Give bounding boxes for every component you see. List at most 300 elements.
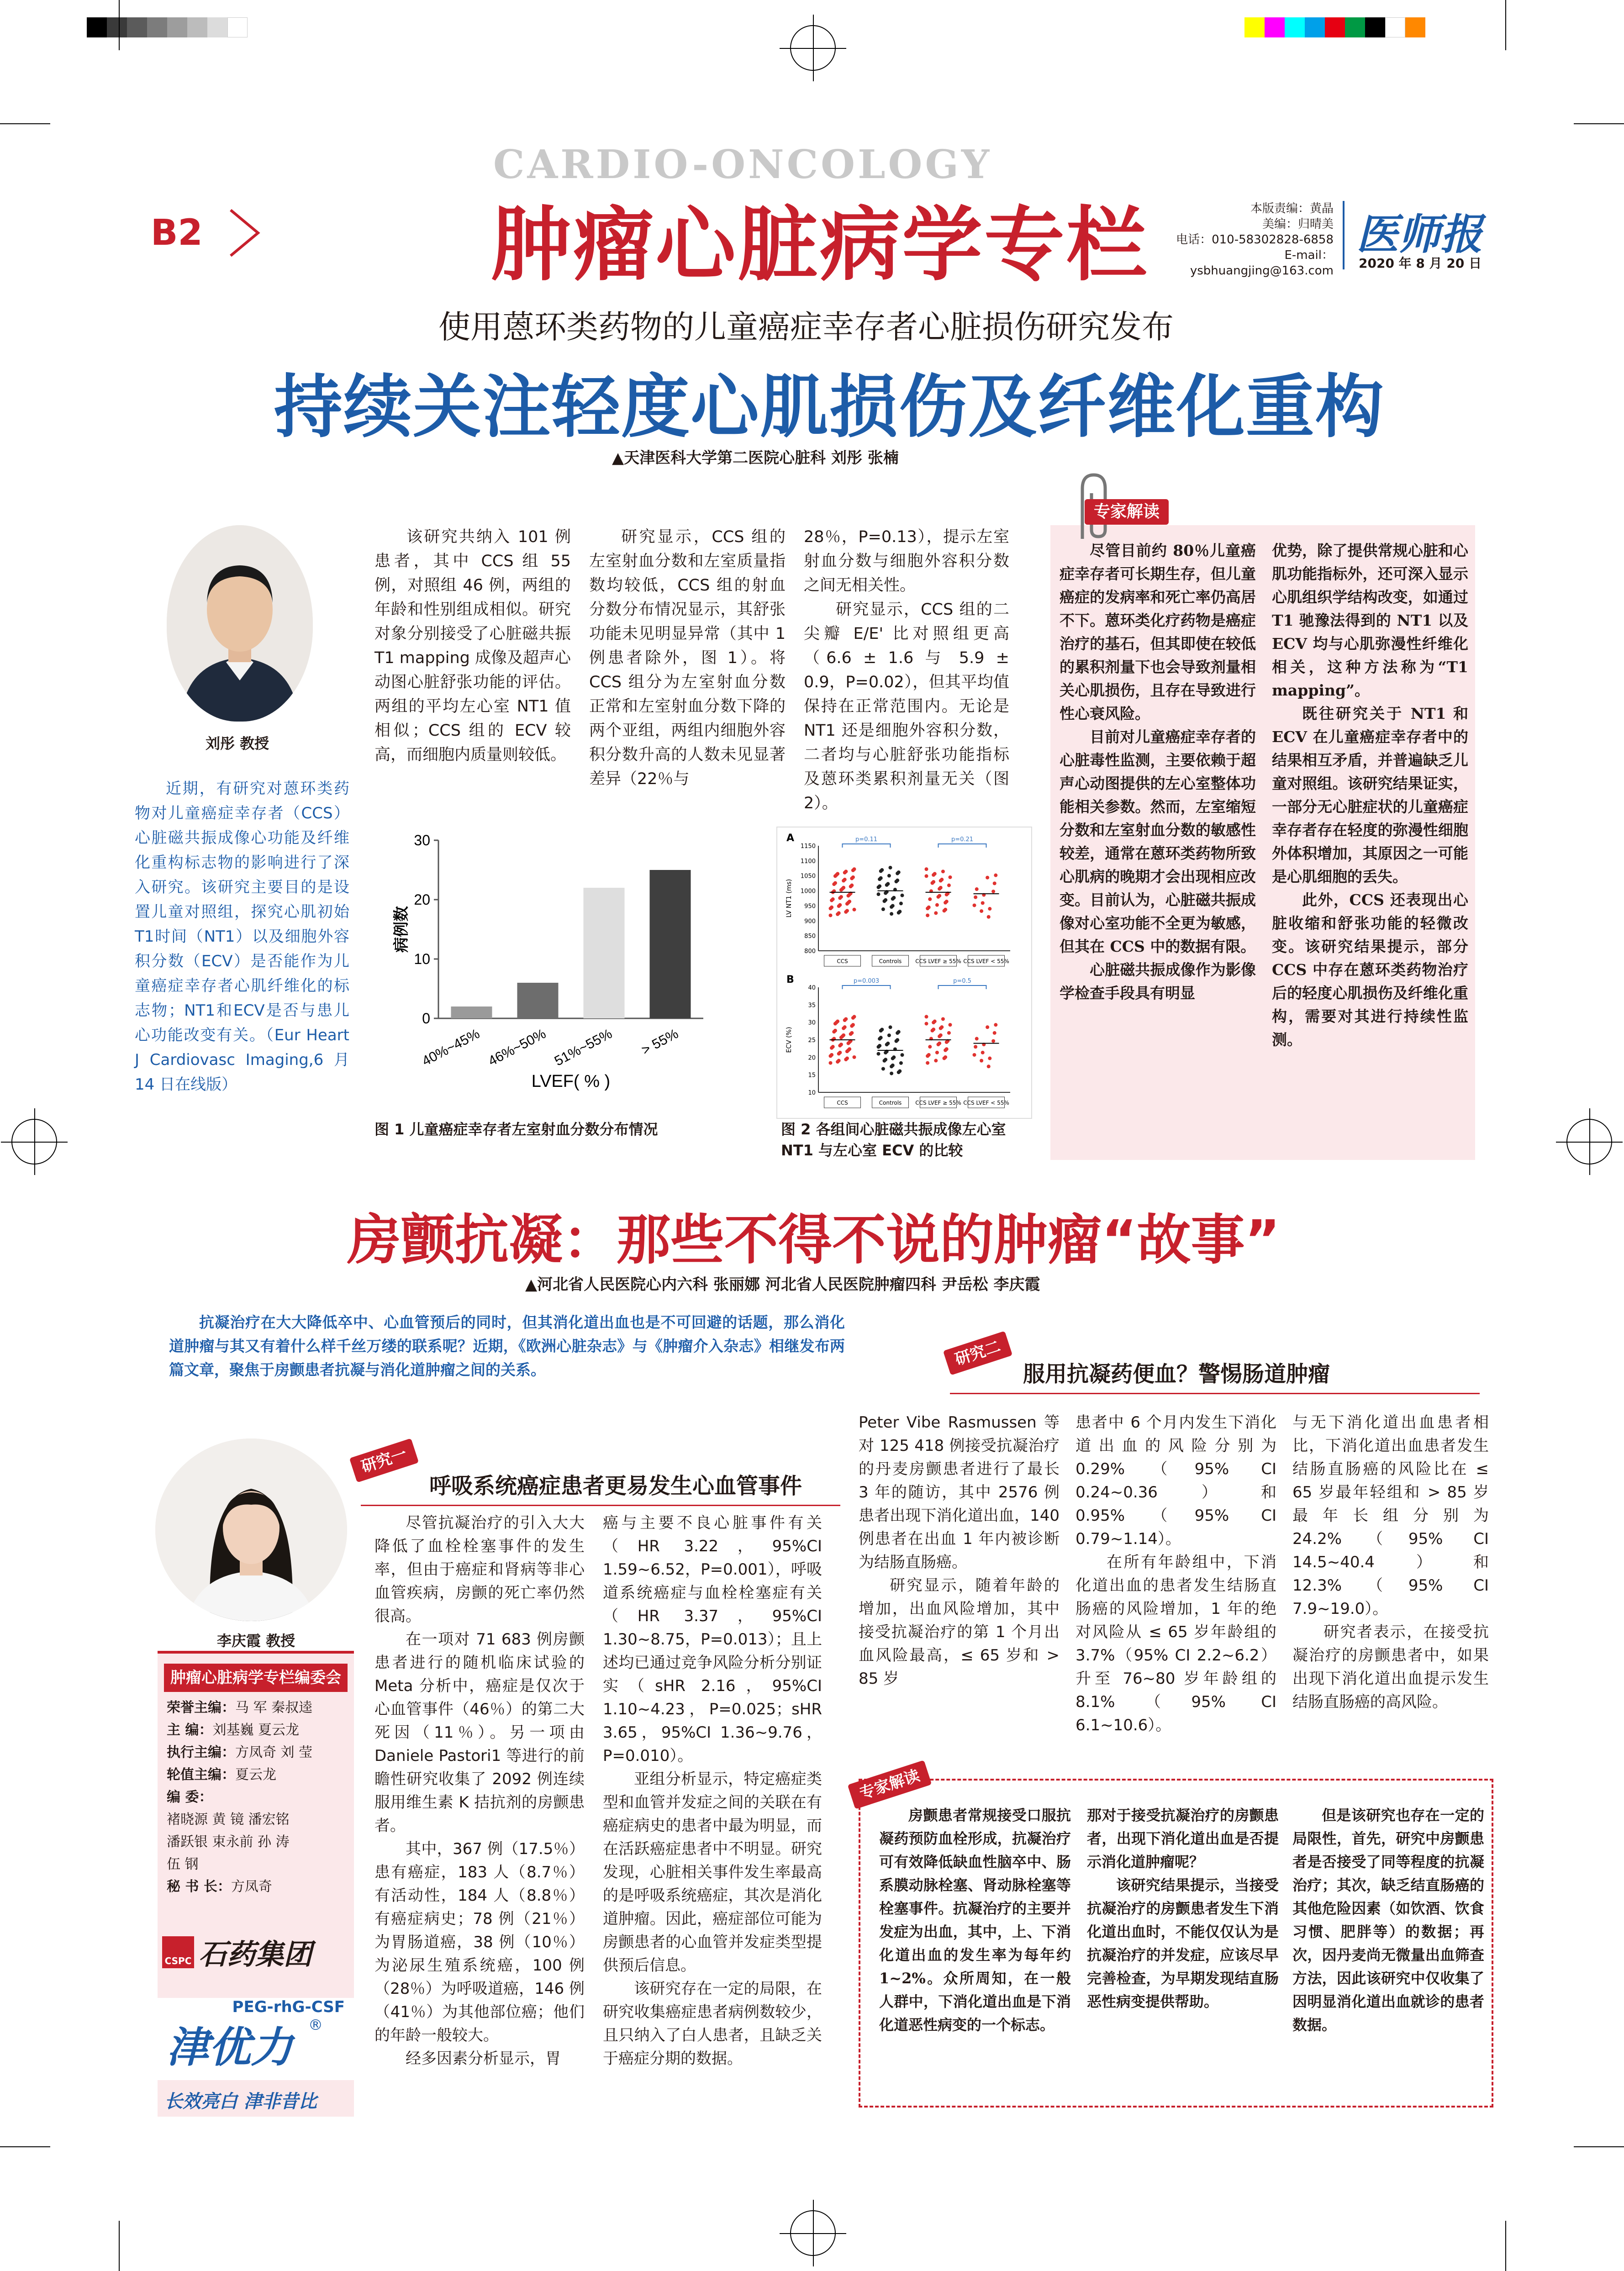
chevron-right-icon [224,205,265,260]
data-point [928,897,932,901]
issue-date: 2020 年 8 月 20 日 [1359,256,1482,271]
data-point [832,1030,836,1033]
group-label: Controls [879,958,902,964]
data-point [883,899,886,903]
crop-mark [1505,2221,1506,2271]
data-point [849,885,853,888]
significance-bracket [843,985,891,989]
expert-paragraph: 此外，CCS 还表现出心脏收缩和舒张功能的轻微改变。该研究结果提示，部分 CCS 中存在蒽环类药物治疗后的轻度心肌损伤及纤维化重构，需要对其进行持续性监测。 [1272,891,1468,1049]
data-point [839,888,843,892]
study-paragraph: 研究者表示，在接受抗凝治疗的房颤患者中，如果出现下消化道出血提示发生结肠直肠癌的高风险。 [1292,1623,1489,1711]
study-paragraph: 在所有年龄组中，下消化道出血的患者发生结肠直肠癌的风险增加，1 年的绝对风险从 ≤ 65 岁年龄组的 3.7%（95% CI 2.2~6.2）升至 76~80 岁年龄组的 8.1%（95% CI 6.1~10.6）。 [1076,1553,1276,1734]
significance-bracket [843,844,891,848]
email: E-mail：ysbhuangjing@163.com [1190,248,1334,278]
registration-mark [790,2210,836,2256]
data-point [925,874,928,878]
significance-bracket [939,844,986,848]
data-point [897,911,901,915]
data-point [994,874,997,877]
swatch [1244,17,1265,37]
crop-mark [0,123,50,124]
committee-members: 伍 钢 [167,1856,199,1872]
p-value: p=0.5 [953,978,971,985]
data-point [896,1031,899,1035]
x-tick-label: 46%~50% [485,1026,548,1069]
data-point [939,879,943,883]
data-point [925,867,928,871]
committee-row [167,1719,345,1741]
x-axis-label: LVEF( % ) [531,1072,611,1091]
group-label: CCS LVEF ≥ 55% [915,1100,961,1106]
data-point [926,1061,929,1065]
data-point [981,1051,985,1054]
data-point [975,1037,979,1041]
data-point [935,903,939,907]
header-divider [1343,201,1345,269]
committee-members: 褚晓源 黄 镜 潘宏铭 [167,1812,290,1828]
swatch [127,17,147,37]
committee-row [167,1697,345,1719]
data-point [901,1053,904,1057]
data-point [926,906,929,910]
data-point [881,1067,885,1070]
cspc-name: 石药集团 [199,1938,312,1971]
data-point [890,1072,893,1075]
data-point [829,1054,833,1058]
x-tick-label: 51%~55% [552,1026,615,1069]
article1-col1: 该研究共纳入 101 例患者，其中 CCS 组 55 例，对照组 46 例，两组的年龄和性别组成相似。研究对象分别接受了心脏磁共振 T1 mapping 成像及超声心动图心脏舒张功能的评估。两组的平均左心室 NT1 值相似；CCS 组的 ECV 较高，而细胞内质量则较低。 [374,528,571,764]
committee-role: 荣誉主编： [167,1700,235,1716]
designer: 美编：归晴美 [1262,217,1334,231]
data-point [941,869,945,873]
data-point [889,866,892,869]
data-point [925,1022,928,1026]
group-label: CCS LVEF ≥ 55% [915,958,961,964]
data-point [973,1053,976,1057]
committee-role: 轮值主编： [167,1767,235,1783]
data-point [850,876,854,880]
data-point [887,874,891,878]
data-point [884,1051,887,1054]
y-tick-label: 800 [804,948,816,955]
data-point [836,1060,839,1064]
registered-mark: ® [308,2016,323,2034]
column-title: 肿瘤心脏病学专栏 [491,198,1149,292]
group-label: CCS LVEF < 55% [963,958,1009,964]
editor-info [1169,201,1334,279]
data-point [895,1039,898,1043]
data-point [845,902,849,906]
committee-list [158,1697,354,1898]
study-paragraph: 该研究存在一定的局限，在研究收集癌症患者病例数较少，且只纳入了白人患者，且缺乏关于癌症分期的数据。 [603,1980,822,2068]
data-point [991,890,995,893]
data-point [837,1052,841,1055]
swatch [187,17,207,37]
swatch [87,17,107,37]
swatch [1385,17,1405,37]
data-point [974,1045,977,1049]
data-point [844,1058,848,1061]
committee-members: 夏云龙 [235,1767,276,1783]
expert-paragraph: 既往研究关于 NT1 和 ECV 在儿童癌症幸存者中的结果相互矛盾，并普遍缺乏儿童对照组。该研究结果证实，一部分无心脏症状的儿童癌症幸存者存在轻度的弥漫性细胞外体积增加，其原因之一可能是心肌细胞的丢失。 [1272,705,1468,885]
committee-row [167,1808,345,1831]
data-point [836,912,839,916]
data-point [899,901,903,905]
expert2-col2 [1087,1804,1279,2013]
bar [584,888,625,1018]
study1-col2 [603,1512,822,2071]
mri-scatter-chart [776,827,1032,1119]
col3-paragraph: 研究显示，CCS 组的二尖瓣 E/E' 比对照组更高（6.6 ± 1.6 与 5.9 ± 0.9，P=0.02），但其平均值保持在正常范围内。无论是 NT1 还是细胞外容积分数，二者均与心脏舒张功能指标及蒽环类累积剂量无关（图 2）。 [804,601,1009,812]
data-point [986,1025,989,1029]
data-point [829,913,833,917]
study-paragraph: Peter Vibe Rasmussen 等对 125 418 例接受抗凝治疗的丹麦房颤患者进行了最长 3 年的随访，其中 2576 例患者出现下消化道出血，140 例患者在出血 1 年内被诊断为结肠直肠癌。 [859,1413,1060,1571]
lvef-bar-chart [379,822,735,1096]
data-point [829,1061,833,1065]
data-point [949,1023,952,1027]
registration-mark [790,25,836,71]
data-point [981,901,985,905]
group-label: Controls [879,1100,902,1106]
expert2-col3: 但是该研究也存在一定的局限性，首先，研究中房颤患者是否接受了同等程度的抗凝治疗；其次，缺乏结直肠癌的其他危险因素（如饮酒、饮食习惯、肥胖等）的数据；再次，因丹麦尚无微量出血筛查方法，因此该研究中仅收集了因明显消化道出血就诊的患者数据。 [1292,1807,1484,2034]
p-value: p=0.003 [853,978,880,985]
data-point [851,1016,855,1020]
crop-mark [1574,2146,1624,2147]
data-point [885,883,889,887]
p-value: p=0.11 [855,836,878,843]
series-en: CARDIO-ONCOLOGY [493,142,992,188]
data-point [830,899,833,902]
study-paragraph: 亚组分析显示，特定癌症类型和血管并发症之间的关联在有癌症病史的患者中最为明显，而在活跃癌症患者中不明显。研究发现，心脏相关事件发生率最高的是呼吸系统癌症，其次是消化道肿瘤。因此，癌症部位可能为房颤患者的心血管并发症类型提供预后信息。 [603,1770,822,1975]
group-label: CCS LVEF < 55% [963,1100,1009,1106]
data-point [839,1036,843,1039]
article1-intro: 近期，有研究对蒽环类药物对儿童癌症幸存者（CCS）心脏磁共振成像心功能及纤维化重构标志物的影响进行了深入研究。该研究主要目的是设置儿童对照组，探究心肌初始T1时间（NT1）以及细胞外容积分数（ECV）是否能作为儿童癌症幸存者心肌纤维化的标志物；NT1和ECV是否与患儿心功能改变有关。（Eur Heart J Cardiovasc Imaging,6 月 14 日在线版） [135,780,349,1094]
y-tick-label: 900 [804,918,816,925]
data-point [842,879,845,883]
y-tick-label: 40 [808,985,816,991]
swatch [1405,17,1425,37]
committee-members: 马 军 秦叔逵 [235,1700,313,1716]
data-point [899,1061,903,1065]
swatch [1365,17,1385,37]
expert-paragraph: 心脏磁共振成像作为影像学检查手段具有明显 [1060,961,1256,1002]
article1-title: 持续关注轻度心肌损伤及纤维化重构 [274,368,1385,447]
data-point [847,1042,850,1045]
data-point [842,1027,845,1030]
data-point [932,873,935,877]
data-point [895,880,898,883]
data-point [901,894,904,897]
data-point [897,1070,901,1074]
swatch [227,17,248,37]
expert-tag: 专家解读 [848,1760,932,1809]
data-point [980,909,983,913]
expert-paragraph: 该研究结果提示，当接受抗凝治疗的房颤患者发生下消化道出血时，不能仅仅认为是抗凝治疗的并发症，应该尽早完善检查，为早期发现结直肠恶性病变提供帮助。 [1087,1876,1279,2010]
data-point [853,1055,856,1059]
data-point [878,877,881,881]
data-point [975,887,979,891]
data-point [944,1049,947,1052]
data-point [881,907,885,911]
data-point [891,1057,895,1060]
committee-role: 主 编： [167,1722,213,1738]
committee-role: 秘 书 长： [167,1879,231,1895]
y-tick-label: 10 [414,951,430,967]
data-point [896,872,899,875]
data-point [844,910,848,914]
expert-col1 [1060,539,1256,1005]
bar [517,983,559,1018]
data-point [843,871,847,875]
crop-mark [119,0,120,50]
expert-paragraph: 尽管目前约 80％儿童癌症幸存者可长期生存，但儿童癌症的发病率和死亡率仍高居不下。蒽环类化疗药物是癌症治疗的基石，但其即使在较低的累积剂量下也会导致剂量相关心肌损伤，且存在导致进行性心衰风险。 [1060,542,1256,722]
data-point [937,1043,940,1046]
swatch [147,17,167,37]
registration-mark [11,1119,57,1164]
data-point [887,1033,891,1037]
article2-byline: ▲河北省人民医院心内六科 张丽娜 河北省人民医院肿瘤四科 尹岳松 李庆霞 [525,1275,1040,1294]
swatch [1345,17,1365,37]
article2-title: 房颤抗凝：那些不得不说的肿瘤“故事” [347,1208,1281,1271]
data-point [991,1039,995,1043]
y-tick-label: 30 [414,832,430,848]
swatch [167,17,187,37]
portrait-image [167,525,313,722]
data-point [993,1031,997,1035]
study-paragraph: 患者中 6 个月内发生下消化道出血的风险分别为 0.29%（95% CI 0.24~0.36）和 0.95%（95% CI 0.79~1.14）。 [1076,1413,1276,1548]
significance-bracket [939,985,986,989]
y-tick-label: 0 [422,1010,430,1027]
crop-mark [119,2221,120,2271]
data-point [843,1018,847,1022]
data-point [926,1054,929,1058]
committee-role: 编 委： [167,1789,213,1805]
data-point [993,881,997,885]
data-point [838,1044,842,1048]
data-point [837,904,841,908]
crop-mark [1505,0,1506,50]
phone: 电话：010-58302828-6858 [1176,233,1334,247]
data-point [973,903,976,907]
swatch [1285,17,1305,37]
data-point [945,1040,949,1044]
study2-title-underline [950,1393,1480,1394]
data-point [830,1046,833,1050]
data-point [879,869,883,873]
crop-mark [0,2146,50,2147]
y-tick-label: 30 [808,1019,816,1027]
study-paragraph: 其中，367 例（17.5％）患有癌症，183 人（8.7％）有活动性，184 人（8.8％）有癌症病史；78 例（21％）为胃肠道癌，38 例（10％）为泌尿生殖系统癌，100 例（28％）为呼吸道癌，146 例（41％）为其他部位癌；他们的年龄一般较大。 [374,1840,585,2044]
author-photo [155,1438,347,1621]
data-point [879,1029,883,1033]
data-point [974,896,977,899]
committee-row [167,1831,345,1853]
article1-byline: ▲天津医科大学第二医院心脏科 刘彤 张楠 [612,449,899,467]
article1-col3 [804,525,1009,816]
data-point [947,1031,951,1035]
committee-row [167,1764,345,1786]
swatch [1305,17,1325,37]
data-point [832,882,836,886]
paper-name: 医师报 [1356,210,1483,259]
study2-col1 [859,1411,1060,1691]
panel-label: A [786,833,795,844]
y-axis-label: 病例数 [392,906,411,953]
author-caption: 李庆霞 教授 [217,1632,295,1649]
data-point [937,895,940,899]
data-point [932,1021,935,1024]
study2-col3 [1292,1411,1489,1714]
expert-paragraph: 优势，除了提供常规心脏和心肌功能指标外，还可深入显示心肌组织学结构改变，如通过 T1 驰豫法得到的 NT1 以及 ECV 均与心肌弥漫性纤维化相关，这种方法称为“T1 mapping”。 [1272,542,1468,699]
swatch [1325,17,1345,37]
study-paragraph: 研究显示，随着年龄的增加，出血风险增加，其中接受抗凝治疗的第 1 个月出血风险最高，≤ 65 岁和 > 85 岁 [859,1576,1060,1688]
x-tick-label: 40%~45% [419,1026,482,1069]
expert-col2 [1272,539,1468,1051]
swatch [107,17,127,37]
data-point [878,1037,881,1041]
study1-title-underline [361,1505,840,1506]
data-point [883,1059,886,1063]
study1-col1 [374,1512,585,2071]
data-point [934,1059,938,1063]
committee-role: 执行主编： [167,1744,235,1760]
data-point [926,913,929,917]
data-point [994,1023,997,1027]
data-point [885,1043,889,1046]
figure1-caption: 图 1 儿童癌症幸存者左室射血分数分布情况 [374,1121,658,1138]
data-point [980,1059,983,1063]
study-paragraph: 经多因素分析显示，胃 [406,2050,561,2068]
data-point [877,1045,881,1049]
y-tick-label: 35 [808,1002,816,1009]
x-tick-label: > 55% [639,1026,681,1058]
y-tick-label: 10 [808,1090,816,1096]
data-point [943,1056,946,1060]
committee-members: 潘跃银 束永前 孙 涛 [167,1834,290,1850]
data-point [891,897,895,901]
committee-members: 方凤奇 [231,1879,272,1895]
study-paragraph: 尽管抗凝治疗的引入大大降低了血栓栓塞事件的发生率，但由于癌症和肾病等非心血管疾病，房颤的死亡率仍然很高。 [374,1514,585,1625]
study1-title: 呼吸系统癌症患者更易发生心血管事件 [429,1473,802,1499]
y-tick-label: 1150 [800,843,816,850]
data-point [947,884,951,887]
crop-mark [1574,123,1624,124]
data-point [988,1057,991,1060]
portrait-image [155,1438,347,1621]
author-caption: 刘彤 教授 [206,735,269,752]
swatch [207,17,227,37]
group-label: CCS [837,1100,848,1106]
committee-members: 方凤奇 刘 莹 [235,1744,313,1760]
data-point [944,901,947,905]
data-point [931,881,934,885]
data-point [939,1027,943,1030]
data-point [938,1034,941,1038]
data-point [928,1045,932,1049]
cmyk-bar [1244,17,1425,37]
data-point [987,1064,991,1068]
bar [451,1006,492,1018]
y-tick-label: 1100 [800,858,816,865]
study2-tag: 研究二 [943,1331,1012,1375]
page-code: B2 [151,212,203,253]
y-tick-label: 25 [808,1037,816,1044]
expert-paragraph: 目前对儿童癌症幸存者的心脏毒性监测，主要依赖于超声心动图提供的左心室整体功能相关参数。然而，左室缩短分数和左室射血分数的敏感性较差，通常在蒽环类药物所致心肌病的晚期才会出现相应改变。目前认为，心脏磁共振成像对心室功能不全更为敏感，但其在 CCS 中的数据有限。 [1060,728,1256,955]
data-point [890,1064,893,1068]
data-point [833,1022,837,1026]
data-point [931,1029,934,1033]
y-tick-label: 15 [808,1072,816,1079]
bar [650,870,691,1018]
data-point [941,1017,945,1021]
col3-paragraph: 28％，P=0.13），提示左室射血分数与细胞外容积分数之间无相关性。 [804,528,1009,595]
data-point [847,894,850,897]
expert-paragraph: 那对于接受抗凝治疗的房颤患者，出现下消化道出血是否提示消化道肿瘤呢？ [1087,1807,1279,1871]
data-point [877,1052,881,1056]
study1-tag: 研究一 [349,1438,419,1482]
data-point [938,887,941,890]
y-tick-label: 950 [804,903,816,910]
committee-row [167,1741,345,1764]
y-tick-label: 20 [414,891,430,908]
data-point [877,892,881,896]
data-point [838,896,842,900]
data-point [845,1049,849,1053]
data-point [934,911,938,915]
data-point [935,1051,939,1054]
cspc-logo: CSPC [162,1936,194,1968]
drug-ad [158,1998,354,2080]
article1-col2: 研究显示，CCS 组的左室射血分数和左室质量指数均较低，CCS 组的射血分数分布情况显示，其舒张功能未见明显异常（其中 1 例患者除外，图 1）。将 CCS 组分为左室射血分数正常和左室射血分数下降的两个亚组，两组内细胞外容积分数升高的人数未见显著差异（22％与 [589,528,786,788]
data-point [987,915,991,919]
swatch [1265,17,1285,37]
data-point [849,1032,853,1036]
committee-row [167,1853,345,1876]
y-tick-label: 20 [808,1054,816,1062]
registration-mark [1566,1119,1612,1164]
data-point [986,876,989,880]
y-axis-label: LV NT1 (ms) [786,879,793,918]
article1-subtitle: 使用蒽环类药物的儿童癌症幸存者心脏损伤研究发布 [438,308,1174,346]
y-tick-label: 1050 [800,873,816,880]
article2-intro: 抗凝治疗在大大降低卒中、心血管预后的同时，但其消化道出血也是不可回避的话题，那么消化道肿瘤与其又有着什么样千丝万缕的联系呢？近期，《欧洲心脏杂志》与《肿瘤介入杂志》相继发布两篇文章，聚焦于房颤患者抗凝与消化道肿瘤之间的关系。 [169,1313,845,1379]
study-paragraph: 癌与主要不良心脏事件有关（HR 3.22，95%CI 1.59~6.52，P=0.001），呼吸道系统癌症与血栓栓塞症有关（HR 3.37，95%CI 1.30~8.75，P=0.013）；且上述均已通过竞争风险分析分别证实（sHR 2.16，95%CI 1.10~4.23，P=0.025；sHR 3.65，95%CI 1.36~9.76，P=0.010）。 [603,1514,822,1765]
expert-tag: 专家解读 [1085,499,1169,525]
drug-slogan: 长效亮白 津非昔比 [164,2091,317,2112]
data-point [853,908,856,912]
p-value: p=0.21 [951,836,974,843]
data-point [890,905,893,909]
y-axis-label: ECV (%) [786,1027,793,1053]
expert2-col1: 房颤患者常规接受口服抗凝药预防血栓形成，抗凝治疗可有效降低缺血性脑卒中、肠系膜动脉栓塞、肾动脉栓塞等栓塞事件。抗凝治疗的主要并发症为出血，其中，上、下消化道出血的发生率为每年约 1~2%。众所周知，在一般人群中，下消化道出血是下消化道恶性病变的一个标志。 [879,1807,1071,2034]
study-paragraph: 在一项对 71 683 例房颤患者进行的随机临床试验的 Meta 分析中，癌症是仅次于心血管事件（46％）的第二大死因（11％）。另一项由 Daniele Pastori1 等进行的前瞻性研究收集了 2092 例连续服用维生素 K 拮抗剂的房颤患者。 [374,1630,585,1835]
committee-heading: 肿瘤心脏病学专栏编委会 [164,1664,348,1692]
data-point [925,1015,928,1018]
committee-row [167,1876,345,1898]
y-tick-label: 1000 [800,888,816,895]
drug-cn: 津优力 [167,2023,293,2072]
author-photo [167,525,313,722]
figure2-caption: 图 2 各组间心脏磁共振成像左心室 NT1 与左心室 ECV 的比较 [781,1121,1006,1159]
panel-label: B [786,974,794,985]
study2-col2 [1076,1411,1276,1737]
editor: 本版责编：黄晶 [1250,202,1334,216]
data-point [850,1024,854,1028]
y-tick-label: 850 [804,933,816,940]
study2-title: 服用抗凝药便血？警惕肠道肿瘤 [1023,1361,1330,1387]
cspc-ad [162,1932,312,1972]
grayscale-bar [87,17,248,37]
